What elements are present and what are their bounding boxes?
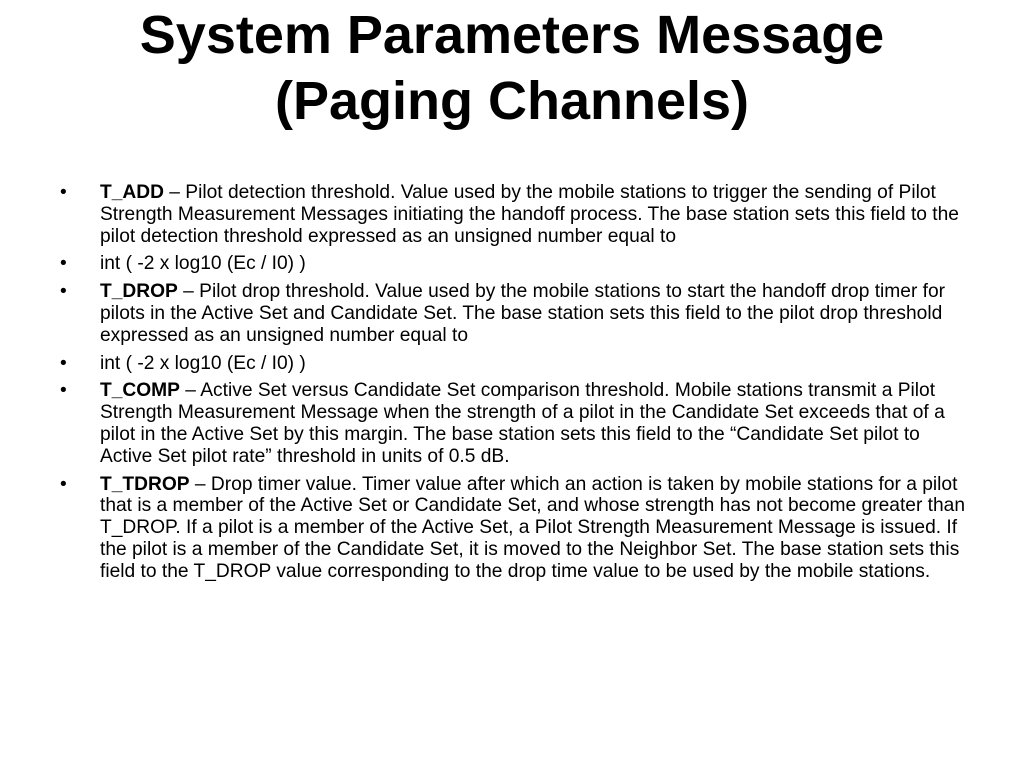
bullet-term: T_TDROP xyxy=(100,473,190,495)
bullet-item-t-tdrop xyxy=(60,474,970,583)
bullet-item-t-comp xyxy=(60,380,970,467)
slide-title-line-1: System Parameters Message xyxy=(139,5,885,65)
bullet-icon: • xyxy=(60,380,67,402)
bullet-item-t-add xyxy=(60,182,970,247)
bullet-icon: • xyxy=(60,473,67,495)
bullet-icon: • xyxy=(60,182,67,203)
bullet-text: – Pilot detection threshold. Value used by the mobile stations to trigger the sending of Pilot Strength Measurement Messages initiating the handoff process. The base station sets this field to the pilot detection threshold expressed as an unsigned number equal to xyxy=(100,182,959,247)
bullet-term: T_DROP xyxy=(100,281,178,303)
bullet-item-t-drop-formula xyxy=(60,353,970,375)
bullet-text: – Active Set versus Candidate Set comparison threshold. Mobile stations transmit a Pilot Strength Measurement Message when the strength of a pilot in the Candidate Set exceeds that of a pilot in the Active Set by this margin. The base station sets this field to the “Candidate Set pilot to Active Set pilot rate” threshold in units of 0.5 dB. xyxy=(100,380,945,467)
bullet-text: int ( -2 x log10 (Ec / I0) ) xyxy=(100,253,306,275)
bullet-term: T_COMP xyxy=(100,380,180,402)
bullet-list xyxy=(60,182,970,589)
bullet-text: int ( -2 x log10 (Ec / I0) ) xyxy=(100,352,306,374)
bullet-item-t-drop xyxy=(60,281,970,346)
bullet-icon: • xyxy=(60,281,67,303)
bullet-item-t-add-formula xyxy=(60,253,970,275)
slide-title-line-2: (Paging Channels) xyxy=(274,71,750,131)
bullet-icon: • xyxy=(60,253,67,275)
slide-title xyxy=(40,2,984,134)
bullet-text: – Pilot drop threshold. Value used by the mobile stations to start the handoff drop timer for pilots in the Active Set and Candidate Set. The base station sets this field to the pilot drop threshold expressed as an unsigned number equal to xyxy=(100,281,946,346)
bullet-text: – Drop timer value. Timer value after which an action is taken by mobile stations for a pilot that is a member of the Active Set or Candidate Set, and whose strength has not become greater than T_DROP. If a pilot is a member of the Active Set, a Pilot Strength Measurement Message is issued. If the pilot is a member of the Candidate Set, it is moved to the Neighbor Set. The base station sets this field to the T_DROP value corresponding to the drop time value to be used by the mobile stations. xyxy=(100,473,966,582)
bullet-icon: • xyxy=(60,352,67,374)
bullet-term: T_ADD xyxy=(100,182,164,203)
